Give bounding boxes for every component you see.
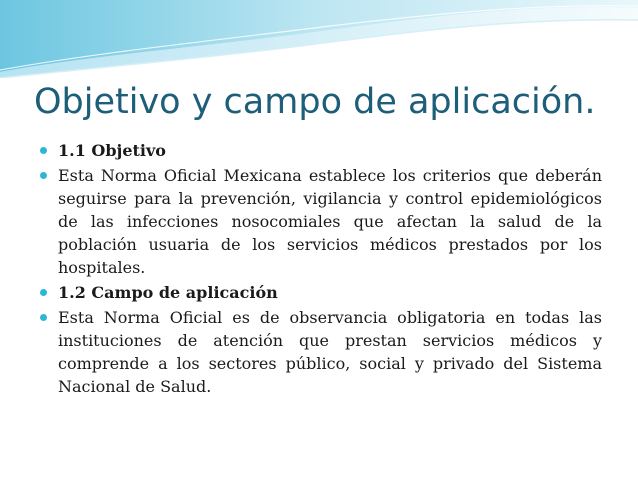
header-wave-decoration bbox=[0, 0, 638, 78]
bullet-text: 1.2 Campo de aplicación bbox=[58, 283, 278, 302]
bullet-dot-icon bbox=[40, 172, 47, 179]
bullet-item-objetivo-heading bbox=[40, 139, 602, 162]
bullet-item-campo-body bbox=[40, 306, 602, 398]
bullet-dot-icon bbox=[40, 289, 47, 296]
bullet-list bbox=[40, 139, 602, 400]
bullet-item-campo-heading bbox=[40, 281, 602, 304]
bullet-text: Esta Norma Oficial es de observancia obligatoria en todas las instituciones de atención que prestan servicios médicos y comprende a los sectores público, social y privado del Sistema Nacional de Salud. bbox=[58, 308, 602, 396]
bullet-text: Esta Norma Oficial Mexicana establece los criterios que deberán seguirse para la prevención, vigilancia y control epidemiológicos de las infecciones nosocomiales que afectan la salud de la población usuaria de los servicios médicos prestados por los hospitales. bbox=[58, 166, 602, 277]
bullet-text: 1.1 Objetivo bbox=[58, 141, 166, 160]
slide-title: Objetivo y campo de aplicación. bbox=[34, 82, 596, 122]
bullet-dot-icon bbox=[40, 147, 47, 154]
bullet-dot-icon bbox=[40, 314, 47, 321]
bullet-item-objetivo-body bbox=[40, 164, 602, 279]
